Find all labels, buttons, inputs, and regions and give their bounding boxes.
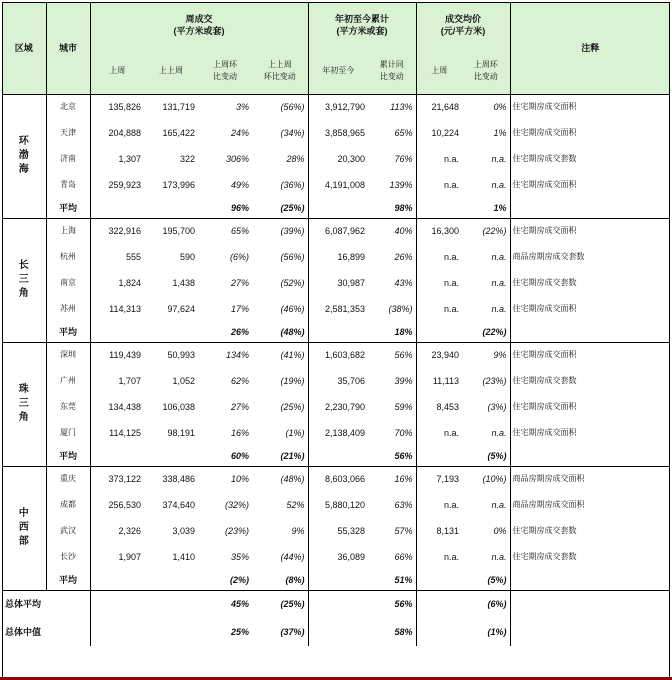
avg-price-cell: n.a. <box>444 252 460 262</box>
note-cell: 住宅期房成交面积 <box>512 180 577 189</box>
ytd-yoy-cell: 56% <box>368 342 416 368</box>
header-row-top <box>2 2 670 48</box>
note-cell: 住宅期房成交套数 <box>512 552 577 561</box>
city-cell: 苏州 <box>46 296 90 322</box>
prev-wow-change-cell: (19%) <box>252 368 308 394</box>
ytd-yoy-cell: 65% <box>368 120 416 146</box>
avg-price-change-cell: n.a. <box>462 146 510 172</box>
avg-price-cell: 21,648 <box>416 94 462 120</box>
city-header: 城市 <box>46 2 90 94</box>
prev-week-cell: 374,640 <box>162 500 195 510</box>
ytd-cell: 36,089 <box>337 552 365 562</box>
avg-pwow-cell: (48%) <box>252 322 308 342</box>
prev-week-cell: 173,996 <box>162 180 195 190</box>
table-row <box>2 544 670 570</box>
avg-yoy-cell: 18% <box>368 322 416 342</box>
price-group-header <box>416 2 510 48</box>
avg-empty <box>416 322 462 342</box>
ytd-yoy-cell: 57% <box>368 518 416 544</box>
note-cell: 住宅期房成交面积 <box>512 128 577 137</box>
ytd-cell: 1,603,682 <box>308 342 368 368</box>
ytd-yoy-cell: 39% <box>368 368 416 394</box>
last-week-cell: 555 <box>125 252 141 262</box>
wow-change-cell: (23%) <box>224 526 249 536</box>
avg-pchg-cell: (5%) <box>462 446 510 466</box>
note-cell: 住宅期房成交套数 <box>512 376 577 385</box>
avg-price-cell: 10,224 <box>431 128 460 138</box>
table-row <box>2 518 670 544</box>
summary-pchg-cell: (6%) <box>462 590 510 618</box>
weekly-group-title: 周成交 <box>185 14 213 24</box>
summary-empty <box>144 590 198 618</box>
table-row <box>2 394 670 420</box>
prev-week-cell: 50,993 <box>144 342 198 368</box>
avg-empty <box>144 570 198 590</box>
avg-price-change-cell: 1% <box>462 120 510 146</box>
last-week-cell: 259,923 <box>108 180 141 190</box>
note-cell: 住宅期房成交面积 <box>510 94 670 120</box>
last-week-cell: 114,125 <box>109 428 141 438</box>
avg-price-change-cell: n.a. <box>462 244 510 270</box>
ytd-yoy-cell: 16% <box>368 466 416 492</box>
avg-yoy-cell: 98% <box>368 198 416 218</box>
avg-wow-cell: 96% <box>230 202 249 213</box>
summary-empty <box>416 618 462 646</box>
prev-week-cell: 3,039 <box>172 526 195 536</box>
region-label-text: 珠三角 <box>18 384 29 423</box>
avg-price-change-cell: (3%) <box>462 394 510 420</box>
ytd-cell: 20,300 <box>337 154 365 164</box>
group-average-row <box>2 198 670 218</box>
avg-pchg-cell: (5%) <box>462 570 510 590</box>
prev-week-cell: 98,191 <box>167 428 195 438</box>
ytd-yoy-cell: 113% <box>368 94 416 120</box>
city-cell: 东莞 <box>46 394 90 420</box>
avg-price-change-cell: n.a. <box>462 420 510 446</box>
sub-price-last: 上周 <box>416 48 462 94</box>
avg-price-cell: n.a. <box>444 500 460 510</box>
summary-row <box>2 618 670 646</box>
region-label <box>2 342 46 466</box>
wow-change-cell: 10% <box>198 466 252 492</box>
prev-wow-change-cell: (39%) <box>252 218 308 244</box>
prev-wow-change-cell: (56%) <box>252 244 308 270</box>
summary-empty <box>90 618 144 646</box>
avg-wow-cell: 26% <box>230 326 249 337</box>
avg-price-cell: 16,300 <box>416 218 462 244</box>
region-label <box>2 94 46 218</box>
table-row <box>2 146 670 172</box>
avg-price-change-cell: n.a. <box>462 172 510 198</box>
avg-price-cell: n.a. <box>444 428 460 438</box>
sub-ytd: 年初至今 <box>308 48 368 94</box>
avg-price-cell: 23,940 <box>416 342 462 368</box>
avg-price-cell: 7,193 <box>416 466 462 492</box>
summary-empty <box>416 590 462 618</box>
prev-week-cell: 338,486 <box>144 466 198 492</box>
average-label: 平均 <box>46 446 90 466</box>
average-label: 平均 <box>46 198 90 218</box>
avg-price-change-cell: n.a. <box>462 492 510 518</box>
avg-pwow-cell: (21%) <box>252 446 308 466</box>
avg-empty <box>416 198 462 218</box>
table-row <box>2 420 670 446</box>
sub-wow <box>198 48 252 94</box>
sub-pwow-line1: 上上周 <box>267 59 292 69</box>
city-cell: 重庆 <box>46 466 90 492</box>
avg-empty <box>510 322 670 342</box>
avg-price-change-cell: n.a. <box>462 296 510 322</box>
summary-pwow-cell: (37%) <box>252 618 308 646</box>
wow-change-cell: 65% <box>198 218 252 244</box>
avg-price-cell: 8,131 <box>436 526 460 536</box>
avg-empty <box>90 322 144 342</box>
avg-empty <box>90 446 144 466</box>
prev-wow-change-cell: (52%) <box>252 270 308 296</box>
note-cell: 商品房期房成交套数 <box>512 252 585 261</box>
avg-pchg-cell: (22%) <box>462 322 510 342</box>
avg-price-change-cell: n.a. <box>462 270 510 296</box>
avg-empty <box>308 322 368 342</box>
ytd-yoy-cell: 66% <box>368 544 416 570</box>
average-label: 平均 <box>46 322 90 342</box>
note-cell: 住宅期房成交套数 <box>512 526 577 535</box>
summary-wow-cell: 45% <box>198 590 252 618</box>
city-cell: 深圳 <box>46 342 90 368</box>
ytd-yoy-cell: 43% <box>368 270 416 296</box>
region-label <box>2 218 46 342</box>
note-cell: 住宅期房成交套数 <box>512 278 577 287</box>
summary-empty <box>144 618 198 646</box>
ytd-yoy-cell: 40% <box>368 218 416 244</box>
region-header: 区域 <box>2 2 46 94</box>
avg-wow-cell: (2%) <box>229 574 249 585</box>
ytd-group-header <box>308 2 416 48</box>
prev-wow-change-cell: (1%) <box>252 420 308 446</box>
wow-change-cell: (32%) <box>224 500 249 510</box>
last-week-cell: 204,888 <box>108 128 141 138</box>
city-cell: 天津 <box>46 120 90 146</box>
note-cell: 住宅期房成交面积 <box>512 402 577 411</box>
avg-pwow-cell: (25%) <box>252 198 308 218</box>
region-label-text: 中西部 <box>18 508 29 547</box>
summary-label: 总体中值 <box>2 618 90 646</box>
wow-change-cell: 134% <box>198 342 252 368</box>
last-week-cell: 1,307 <box>118 154 141 164</box>
ytd-yoy-cell: 59% <box>368 394 416 420</box>
prev-wow-change-cell: (36%) <box>252 172 308 198</box>
table-row <box>2 466 670 492</box>
ytd-cell: 2,230,790 <box>324 402 365 412</box>
city-cell: 杭州 <box>46 244 90 270</box>
note-header: 注释 <box>510 2 670 94</box>
avg-empty <box>416 570 462 590</box>
avg-price-change-cell: (10%) <box>462 466 510 492</box>
city-cell: 厦门 <box>46 420 90 446</box>
city-cell: 广州 <box>46 368 90 394</box>
housing-transactions-table <box>2 2 670 646</box>
last-week-cell: 1,907 <box>118 552 141 562</box>
wow-change-cell: 62% <box>230 376 249 386</box>
avg-empty <box>510 198 670 218</box>
group-average-row <box>2 446 670 466</box>
summary-empty <box>510 618 670 646</box>
sub-pwow-line2: 环比变动 <box>263 71 296 81</box>
ytd-cell: 5,880,120 <box>324 500 365 510</box>
prev-week-cell: 165,422 <box>162 128 195 138</box>
prev-wow-change-cell: (25%) <box>252 394 308 420</box>
ytd-cell: 35,706 <box>337 376 365 386</box>
prev-wow-change-cell: (46%) <box>252 296 308 322</box>
last-week-cell: 2,326 <box>118 526 141 536</box>
avg-empty <box>144 198 198 218</box>
avg-price-change-cell: (22%) <box>462 218 510 244</box>
wow-change-cell: 24% <box>230 128 249 138</box>
summary-empty <box>308 590 368 618</box>
wow-change-cell: 35% <box>230 552 249 562</box>
summary-yoy-cell: 56% <box>368 590 416 618</box>
weekly-group-header <box>90 2 308 48</box>
group-average-row <box>2 322 670 342</box>
note-cell: 住宅期房成交面积 <box>510 342 670 368</box>
summary-empty <box>308 618 368 646</box>
summary-pchg-cell: (1%) <box>462 618 510 646</box>
avg-empty <box>510 570 670 590</box>
sub-yoy-line2: 比变动 <box>379 71 404 81</box>
sub-last-week: 上周 <box>90 48 144 94</box>
wow-change-cell: 16% <box>230 428 249 438</box>
avg-empty <box>308 446 368 466</box>
ytd-yoy-cell: (38%) <box>368 296 416 322</box>
avg-price-change-cell: (23%) <box>462 368 510 394</box>
sub-price-wow <box>462 48 510 94</box>
ytd-cell: 4,191,008 <box>324 180 365 190</box>
prev-week-cell: 106,038 <box>162 402 195 412</box>
note-cell: 住宅期房成交套数 <box>512 154 577 163</box>
average-label: 平均 <box>46 570 90 590</box>
city-cell: 长沙 <box>46 544 90 570</box>
avg-empty <box>308 570 368 590</box>
table-row <box>2 244 670 270</box>
avg-price-cell: n.a. <box>444 180 460 190</box>
summary-row <box>2 590 670 618</box>
region-label-text: 环渤海 <box>18 136 29 175</box>
prev-wow-change-cell: 28% <box>252 146 308 172</box>
avg-price-cell: 11,113 <box>432 376 460 386</box>
sub-price-wow-line2: 比变动 <box>473 71 498 81</box>
avg-pwow-cell: (8%) <box>252 570 308 590</box>
ytd-group-unit: (平方米或套) <box>336 26 388 36</box>
sub-price-wow-line1: 上周环 <box>473 59 498 69</box>
region-label <box>2 466 46 590</box>
ytd-cell: 30,987 <box>337 278 365 288</box>
last-week-cell: 1,824 <box>118 278 141 288</box>
avg-price-cell: 8,453 <box>436 402 460 412</box>
wow-change-cell: 27% <box>230 278 249 288</box>
table-row <box>2 368 670 394</box>
last-week-cell: 1,707 <box>118 376 141 386</box>
avg-empty <box>90 198 144 218</box>
last-week-cell: 135,826 <box>90 94 144 120</box>
prev-wow-change-cell: (48%) <box>252 466 308 492</box>
table-row <box>2 172 670 198</box>
sub-prev-week: 上上周 <box>144 48 198 94</box>
table-row <box>2 120 670 146</box>
avg-price-change-cell: 9% <box>462 342 510 368</box>
sub-yoy-line1: 累计同 <box>379 59 404 69</box>
sub-pwow <box>252 48 308 94</box>
ytd-group-title: 年初至今累计 <box>335 14 390 24</box>
avg-yoy-cell: 56% <box>368 446 416 466</box>
avg-yoy-cell: 51% <box>368 570 416 590</box>
price-group-title: 成交均价 <box>445 14 482 24</box>
table-row <box>2 492 670 518</box>
ytd-yoy-cell: 26% <box>368 244 416 270</box>
prev-wow-change-cell: (41%) <box>252 342 308 368</box>
avg-wow-cell: 60% <box>230 450 249 461</box>
avg-price-cell: n.a. <box>444 154 460 164</box>
ytd-yoy-cell: 63% <box>368 492 416 518</box>
last-week-cell: 373,122 <box>90 466 144 492</box>
avg-empty <box>308 198 368 218</box>
sub-wow-line2: 比变动 <box>213 71 237 81</box>
ytd-cell: 6,087,962 <box>308 218 368 244</box>
ytd-cell: 8,603,066 <box>308 466 368 492</box>
avg-empty <box>416 446 462 466</box>
last-week-cell: 322,916 <box>90 218 144 244</box>
prev-wow-change-cell: (56%) <box>252 94 308 120</box>
ytd-cell: 2,138,409 <box>324 428 365 438</box>
group-average-row <box>2 570 670 590</box>
avg-price-cell: n.a. <box>444 304 460 314</box>
table-row <box>2 94 670 120</box>
prev-wow-change-cell: (34%) <box>252 120 308 146</box>
prev-week-cell: 322 <box>179 154 195 164</box>
wow-change-cell: (6%) <box>229 252 249 262</box>
prev-week-cell: 1,438 <box>172 278 195 288</box>
prev-week-cell: 1,410 <box>172 552 195 562</box>
wow-change-cell: 17% <box>230 304 249 314</box>
prev-wow-change-cell: 9% <box>252 518 308 544</box>
last-week-cell: 256,530 <box>108 500 141 510</box>
summary-pwow-cell: (25%) <box>252 590 308 618</box>
summary-empty <box>510 590 670 618</box>
sub-wow-line1: 上周环 <box>213 59 237 69</box>
summary-label: 总体平均 <box>2 590 90 618</box>
ytd-yoy-cell: 70% <box>368 420 416 446</box>
last-week-cell: 119,439 <box>90 342 144 368</box>
wow-change-cell: 49% <box>230 180 249 190</box>
wow-change-cell: 306% <box>225 154 249 164</box>
table-row <box>2 218 670 244</box>
ytd-cell: 2,581,353 <box>324 304 365 314</box>
region-label-text: 长三角 <box>18 260 29 299</box>
avg-price-cell: n.a. <box>444 552 460 562</box>
table-row <box>2 342 670 368</box>
avg-empty <box>144 322 198 342</box>
prev-week-cell: 1,052 <box>172 376 195 386</box>
ytd-cell: 16,899 <box>337 252 365 262</box>
summary-wow-cell: 25% <box>230 627 249 637</box>
avg-empty <box>90 570 144 590</box>
city-cell: 成都 <box>46 492 90 518</box>
city-cell: 南京 <box>46 270 90 296</box>
price-group-unit: (元/平方米) <box>440 26 486 36</box>
avg-empty <box>144 446 198 466</box>
wow-change-cell: 3% <box>198 94 252 120</box>
city-cell: 北京 <box>46 94 90 120</box>
note-cell: 住宅期房成交面积 <box>510 218 670 244</box>
last-week-cell: 134,438 <box>108 402 141 412</box>
prev-week-cell: 195,700 <box>144 218 198 244</box>
prev-wow-change-cell: (44%) <box>252 544 308 570</box>
avg-price-cell: n.a. <box>444 278 460 288</box>
city-cell: 武汉 <box>46 518 90 544</box>
note-cell: 住宅期房成交面积 <box>512 428 577 437</box>
prev-week-cell: 131,719 <box>144 94 198 120</box>
prev-week-cell: 97,624 <box>167 304 195 314</box>
summary-empty <box>90 590 144 618</box>
prev-wow-change-cell: 52% <box>252 492 308 518</box>
last-week-cell: 114,313 <box>109 304 141 314</box>
prev-week-cell: 590 <box>179 252 195 262</box>
table-row <box>2 270 670 296</box>
note-cell: 商品房期房成交面积 <box>512 500 585 509</box>
avg-price-change-cell: 0% <box>462 94 510 120</box>
note-cell: 商品房期房成交面积 <box>510 466 670 492</box>
avg-pchg-cell: 1% <box>462 198 510 218</box>
avg-price-change-cell: n.a. <box>462 544 510 570</box>
city-cell: 济南 <box>46 146 90 172</box>
ytd-cell: 3,912,790 <box>308 94 368 120</box>
avg-empty <box>510 446 670 466</box>
note-cell: 住宅期房成交面积 <box>512 304 577 313</box>
ytd-cell: 3,858,965 <box>324 128 365 138</box>
ytd-cell: 55,328 <box>337 526 365 536</box>
city-cell: 青岛 <box>46 172 90 198</box>
summary-yoy-cell: 58% <box>368 618 416 646</box>
table-row <box>2 296 670 322</box>
city-cell: 上海 <box>46 218 90 244</box>
wow-change-cell: 27% <box>230 402 249 412</box>
ytd-yoy-cell: 76% <box>368 146 416 172</box>
sub-yoy <box>368 48 416 94</box>
avg-price-change-cell: 0% <box>462 518 510 544</box>
ytd-yoy-cell: 139% <box>368 172 416 198</box>
weekly-group-unit: (平方米或套) <box>173 26 225 36</box>
